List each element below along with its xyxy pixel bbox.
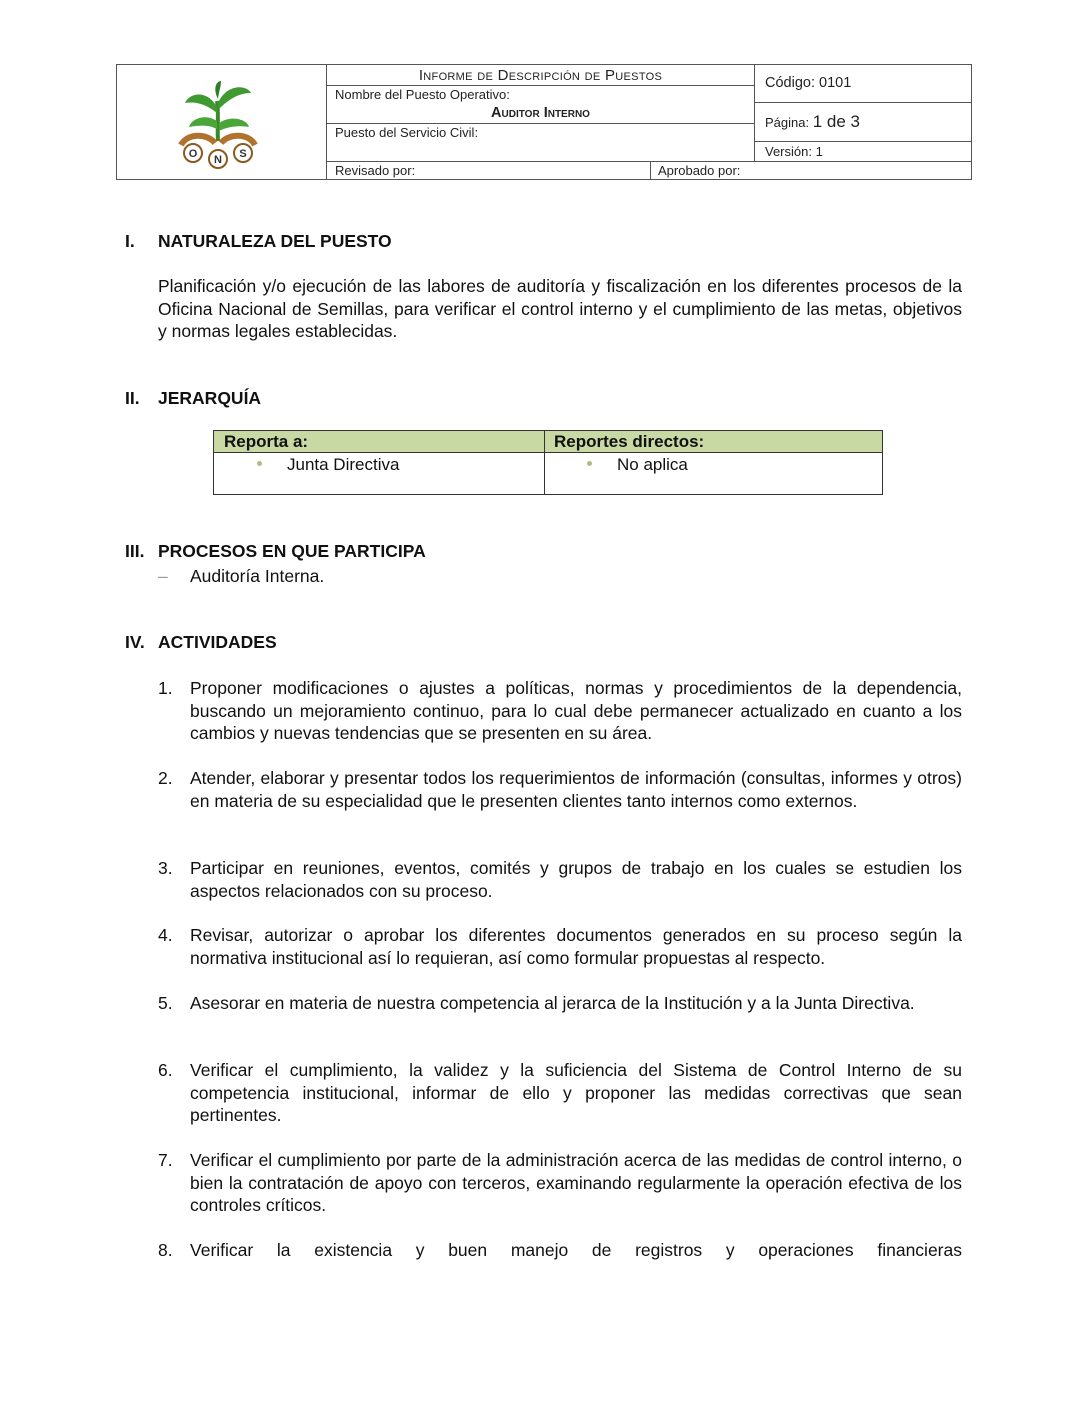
nombre-label: Nombre del Puesto Operativo: bbox=[335, 87, 510, 102]
reporta-a-item: Junta Directiva bbox=[287, 455, 400, 474]
hierarchy-table bbox=[213, 430, 883, 495]
codigo-cell bbox=[755, 65, 971, 103]
pagina: Página: 1 de 3 bbox=[765, 112, 860, 131]
form-title: Informe de Descripción de Puestos bbox=[327, 65, 755, 86]
svg-text:S: S bbox=[239, 148, 247, 160]
ons-logo bbox=[177, 79, 259, 171]
reporta-a-header: Reporta a: bbox=[224, 432, 309, 451]
svg-text:O: O bbox=[188, 148, 198, 160]
bullet-icon bbox=[587, 461, 592, 466]
version: Versión: 1 bbox=[765, 144, 823, 159]
puesto-name: Auditor Interno bbox=[491, 105, 590, 121]
section-1-text: Planificación y/o ejecución de las labores de auditoría y fiscalización en los diferentes procesos de la Oficina Nacional de Semillas, para verificar el control interno y el cumplimiento de las metas, objetivos y normas legales establecidas. bbox=[158, 276, 962, 342]
version-cell bbox=[755, 142, 971, 162]
aprobado-label: Aprobado por: bbox=[658, 163, 741, 178]
svg-text:N: N bbox=[214, 154, 222, 166]
document-header bbox=[116, 64, 972, 180]
reportes-directos-header: Reportes directos: bbox=[554, 432, 705, 451]
puesto-operativo-cell bbox=[327, 86, 755, 124]
logo-cell bbox=[117, 65, 327, 180]
servicio-civil-cell bbox=[327, 124, 755, 162]
servicio-label: Puesto del Servicio Civil: bbox=[335, 125, 479, 140]
revisado-cell bbox=[327, 162, 651, 180]
revisado-label: Revisado por: bbox=[335, 163, 416, 178]
proceso-item: Auditoría Interna. bbox=[190, 566, 325, 586]
hierarchy-table-divider bbox=[544, 431, 545, 494]
codigo: Código: 0101 bbox=[765, 75, 852, 91]
dash-icon: – bbox=[158, 566, 168, 586]
pagina-cell bbox=[755, 103, 971, 142]
bullet-icon bbox=[257, 461, 262, 466]
hierarchy-table-header bbox=[214, 431, 882, 453]
aprobado-cell bbox=[651, 162, 971, 180]
reportes-directos-item: No aplica bbox=[617, 455, 688, 474]
